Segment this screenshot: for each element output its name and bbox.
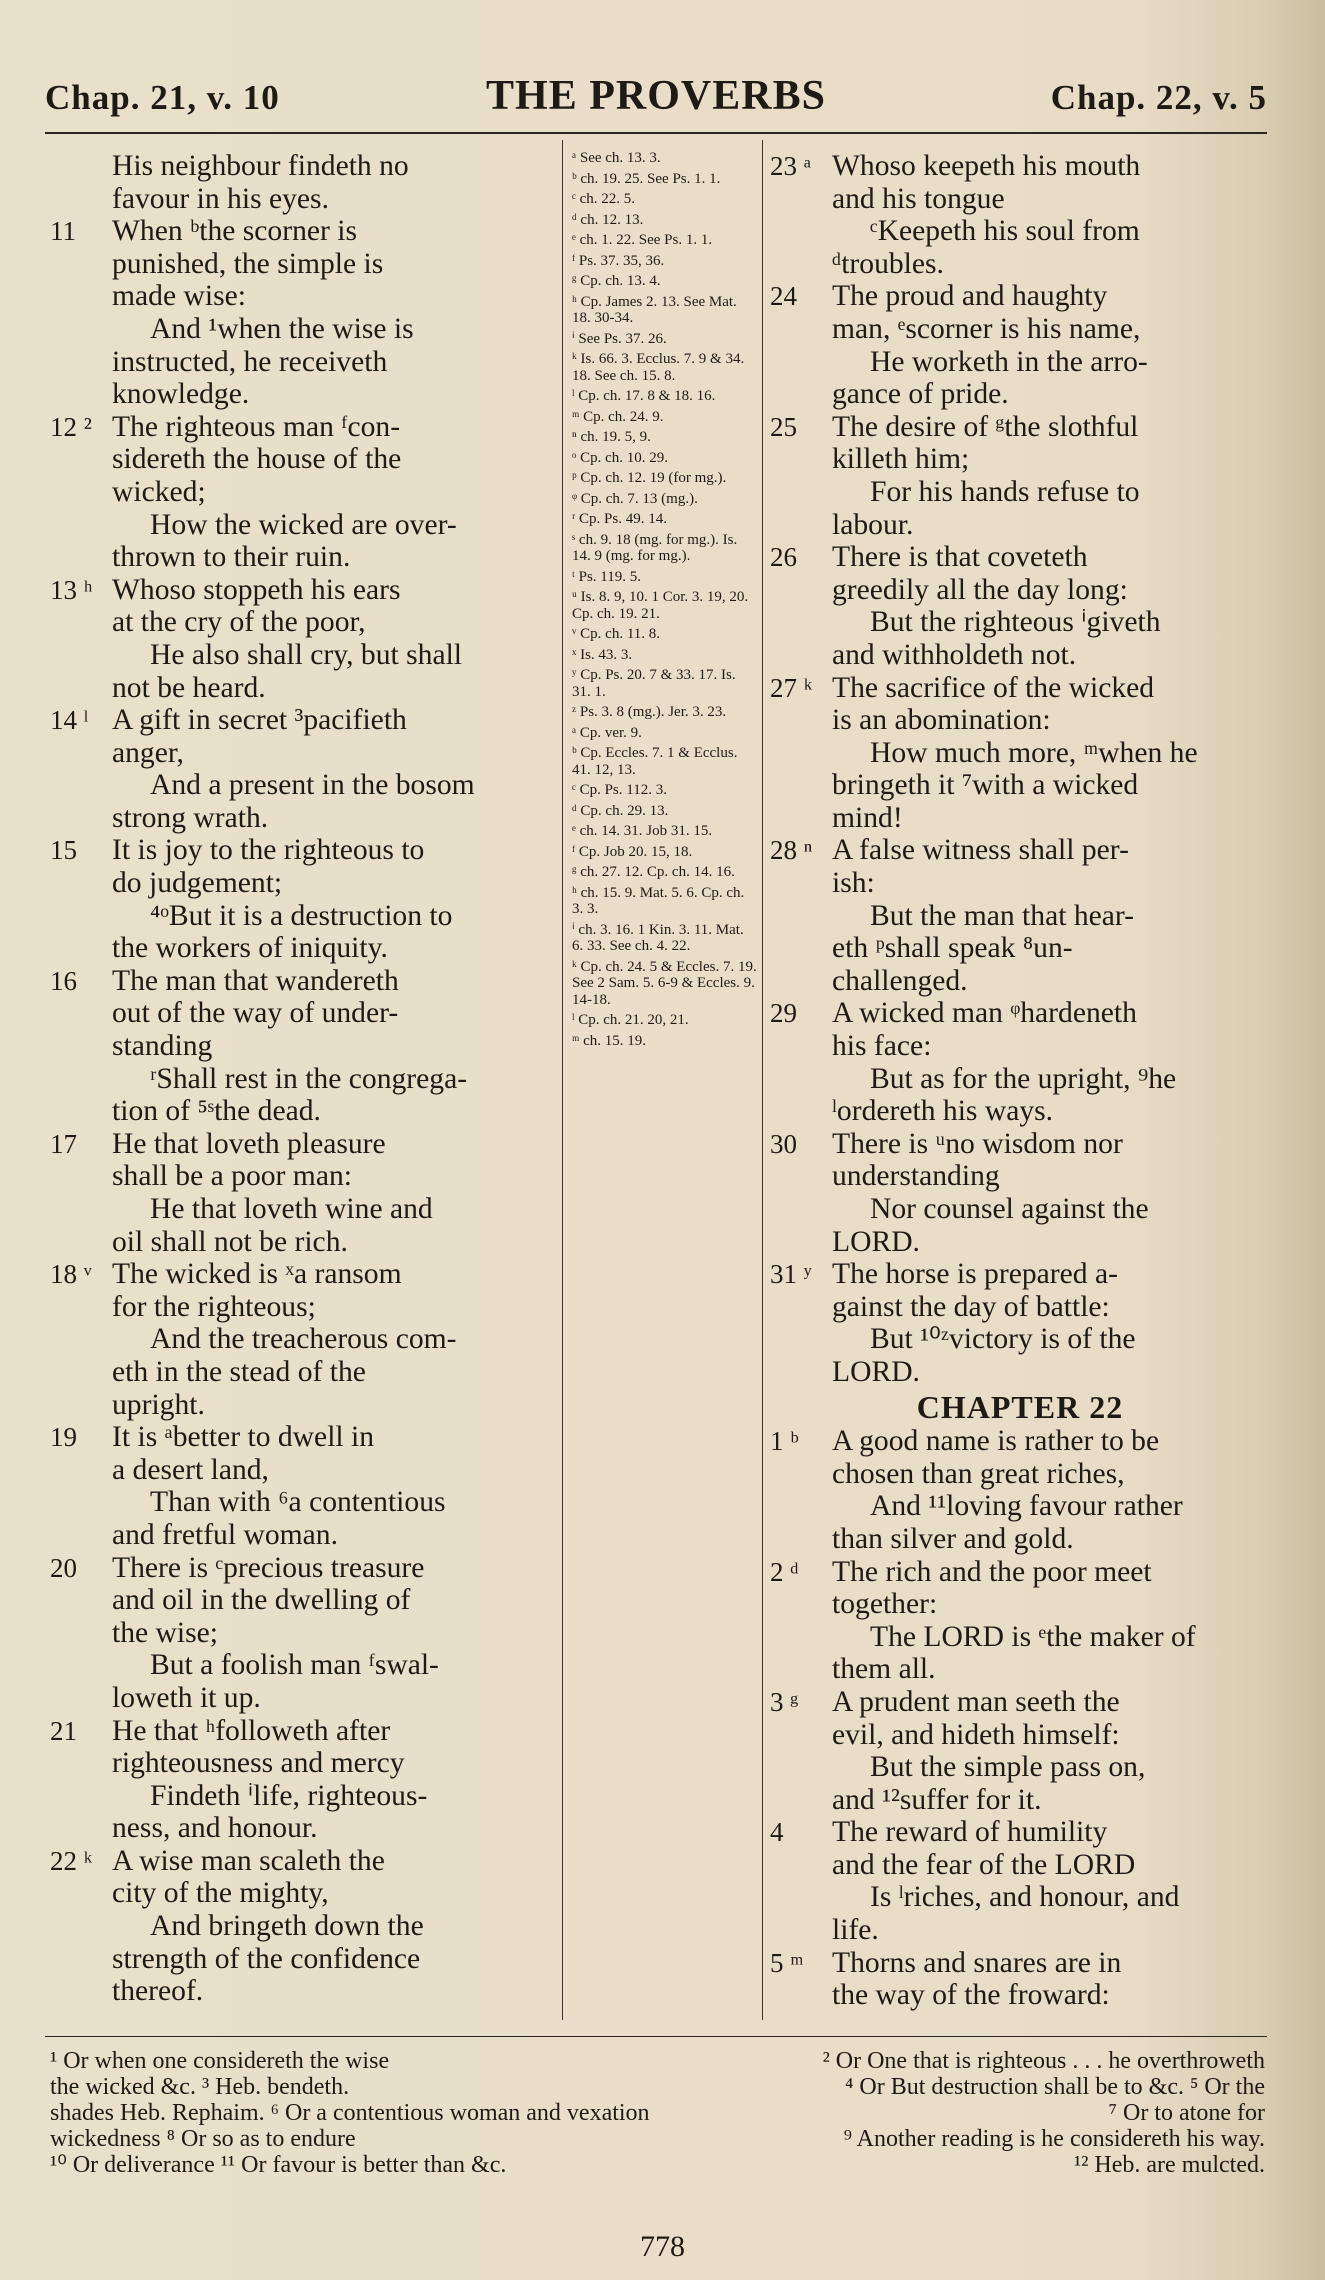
- verse-line: at the cry of the poor,: [112, 606, 366, 639]
- verse: [770, 672, 1270, 835]
- verse-line: A good name is rather to be: [832, 1425, 1160, 1458]
- margin-note: ᵃ Cp. ver. 9.: [572, 724, 642, 741]
- footnote-text: ¹ Or when one considereth the wise: [50, 2048, 390, 2074]
- verse-line: them all.: [832, 1653, 936, 1686]
- verse-line: It is joy to the righteous to: [112, 834, 425, 867]
- verse: [50, 411, 560, 574]
- verse-line: But a foolish man ᶠswal-: [150, 1649, 439, 1682]
- verse-line: The LORD is ᵉthe maker of: [870, 1620, 1196, 1653]
- verse-line: favour in his eyes.: [112, 182, 329, 215]
- margin-note: ᶠ Cp. Job 20. 15, 18.: [572, 843, 693, 860]
- verse-line: wicked;: [112, 475, 206, 508]
- margin-note: ʳ Cp. Ps. 49. 14.: [572, 511, 667, 527]
- margin-note: ᵉ ch. 14. 31. Job 31. 15.: [572, 823, 713, 839]
- verse-line: And bringeth down the: [150, 1910, 424, 1943]
- verse-line: is an abomination:: [832, 704, 1051, 737]
- verse-line: gance of pride.: [832, 378, 1009, 411]
- header-left: Chap. 21, v. 10: [45, 78, 280, 117]
- verse-line: A prudent man seeth the: [832, 1685, 1120, 1718]
- verse-line: The rich and the poor meet: [832, 1555, 1152, 1588]
- verse-line: How much more, ᵐwhen he: [870, 736, 1198, 769]
- verse-line: strength of the confidence: [112, 1942, 421, 1975]
- verse-line: loweth it up.: [112, 1681, 261, 1714]
- verse-line: But as for the upright, ⁹he: [870, 1062, 1177, 1095]
- verse-line: Than with ⁶a contentious: [150, 1486, 446, 1519]
- verse: [770, 1947, 1270, 2012]
- footnote-line: [50, 2100, 1265, 2126]
- verse-line: And ¹when the wise is: [150, 312, 414, 345]
- verse: [770, 150, 1270, 280]
- verse-line: bringeth it ⁷with a wicked: [832, 769, 1139, 802]
- verse-line: evil, and hideth himself:: [832, 1718, 1120, 1751]
- verse: [50, 1845, 560, 2008]
- verse-number: 31 ʸ: [770, 1259, 812, 1290]
- verse-line: He that loveth wine and: [150, 1193, 433, 1225]
- verse-line: and his tongue: [832, 182, 1005, 215]
- verse-number: 25: [770, 411, 797, 442]
- verse-line: ⁴ᵒBut it is a destruction to: [150, 899, 453, 932]
- verse-line: A false witness shall per-: [832, 834, 1129, 867]
- verse-line: But the righteous ⁱgiveth: [870, 606, 1161, 639]
- margin-note: ˣ Is. 43. 3.: [572, 646, 633, 663]
- verse-line: oil shall not be rich.: [112, 1225, 348, 1258]
- verse-number: 2 ᵈ: [770, 1556, 799, 1587]
- column-divider-left: [562, 140, 563, 2020]
- margin-note: ⁱ ch. 3. 16. 1 Kin. 3. 11. Mat. 6. 33. See ch. 4. 22.: [572, 921, 744, 954]
- verse-line: chosen than great riches,: [832, 1457, 1125, 1490]
- verse-line: greedily all the day long:: [832, 573, 1128, 606]
- footnote-line: [50, 2048, 1265, 2074]
- verse-line: Whoso stoppeth his ears: [112, 573, 401, 606]
- verse-number: 3 ᵍ: [770, 1686, 799, 1717]
- verse-line: a desert land,: [112, 1453, 269, 1486]
- verse-line: It is ᵃbetter to dwell in: [112, 1421, 375, 1454]
- margin-note: ᵒ Cp. ch. 10. 29.: [572, 449, 668, 466]
- verse-line: knowledge.: [112, 378, 250, 411]
- verse-line: A gift in secret ³pacifieth: [112, 704, 407, 737]
- verse-line: shall be a poor man:: [112, 1160, 352, 1193]
- verse-line: eth in the stead of the: [112, 1355, 366, 1388]
- verse-line: But ¹⁰ᶻvictory is of the: [870, 1323, 1136, 1356]
- verse-number: 5 ᵐ: [770, 1947, 804, 1978]
- verse-line: For his hands refuse to: [870, 475, 1140, 508]
- verse-line: Whoso keepeth his mouth: [832, 150, 1141, 182]
- verse-line: killeth him;: [832, 443, 970, 476]
- margin-note: ᵐ Cp. ch. 24. 9.: [572, 408, 664, 425]
- margin-note: ʸ Cp. Ps. 20. 7 & 33. 17. Is. 31. 1.: [572, 667, 736, 700]
- page-number: 778: [640, 2230, 685, 2263]
- verse-number: 14 ˡ: [50, 705, 89, 736]
- verse-line: And a present in the bosom: [150, 769, 475, 802]
- verse-line: and fretful woman.: [112, 1518, 338, 1551]
- verse-line: The wicked is ˣa ransom: [112, 1258, 402, 1291]
- header-rule: [45, 132, 1267, 134]
- verse-line: sidereth the house of the: [112, 443, 402, 476]
- verse-line: life.: [832, 1914, 879, 1947]
- verse-number: 18 ᵛ: [50, 1259, 92, 1290]
- verse: [50, 1128, 560, 1258]
- verse-line: But the man that hear-: [870, 899, 1135, 932]
- verse-line: righteousness and mercy: [112, 1747, 405, 1780]
- verse-number: 30: [770, 1128, 797, 1159]
- verse: [50, 1421, 560, 1551]
- verse: [50, 965, 560, 1128]
- verse-line: There is ᵘno wisdom nor: [832, 1127, 1123, 1160]
- verse-line: out of the way of under-: [112, 997, 399, 1030]
- verse-line: anger,: [112, 736, 184, 769]
- verse: [770, 1686, 1270, 1816]
- verse-number: 24: [770, 281, 797, 312]
- verse-line: and withholdeth not.: [832, 638, 1077, 671]
- verse-line: His neighbour findeth no: [112, 150, 409, 182]
- left-text-column: [50, 150, 560, 2008]
- chapter-21-verses: [770, 150, 1270, 1389]
- margin-note: ᵉ ch. 1. 22. See Ps. 1. 1.: [572, 232, 713, 248]
- running-header: [45, 70, 1267, 130]
- verse: [50, 1552, 560, 1715]
- verse-line: Thorns and snares are in: [832, 1946, 1122, 1979]
- verse-line: the wise;: [112, 1616, 219, 1649]
- verse: [770, 411, 1270, 541]
- verse-line: He that ʰfolloweth after: [112, 1714, 391, 1747]
- margin-note: ᵏ Cp. ch. 24. 5 & Eccles. 7. 19. See 2 Sam. 5. 6-9 & Eccles. 9. 14-18.: [572, 958, 757, 1008]
- verse-line: The reward of humility: [832, 1816, 1108, 1849]
- margin-note: ᶻ Ps. 3. 8 (mg.). Jer. 3. 23.: [572, 704, 727, 720]
- verse-line: LORD.: [832, 1225, 920, 1258]
- verse-line: understanding: [832, 1160, 1000, 1193]
- verse-number: 17: [50, 1128, 77, 1159]
- header-right: Chap. 22, v. 5: [1050, 78, 1267, 117]
- verse-line: How the wicked are over-: [150, 508, 457, 541]
- footnote-text: ⁴ Or But destruction shall be to &c. ⁵ Or the: [845, 2074, 1265, 2100]
- verse-line: made wise:: [112, 280, 246, 313]
- verse-line: together:: [832, 1588, 938, 1621]
- margin-note: ᶠ Ps. 37. 35, 36.: [572, 252, 665, 269]
- verse-line: He worketh in the arro-: [870, 345, 1148, 378]
- footnote-text: ² Or One that is righteous . . . he overthroweth: [822, 2048, 1265, 2074]
- verse-line: the workers of iniquity.: [112, 932, 388, 965]
- margin-note: ᵛ Cp. ch. 11. 8.: [572, 626, 661, 642]
- verse-line: city of the mighty,: [112, 1877, 329, 1910]
- verse-line: A wicked man ᵠhardeneth: [832, 997, 1137, 1030]
- verse-line: But the simple pass on,: [870, 1751, 1146, 1784]
- verse-number: 12 ²: [50, 411, 92, 442]
- verse-line: than silver and gold.: [832, 1522, 1074, 1555]
- verse-line: He that loveth pleasure: [112, 1127, 386, 1160]
- footnote-rule: [45, 2036, 1267, 2037]
- footnote-line: [50, 2152, 1265, 2178]
- verse-line: gainst the day of battle:: [832, 1290, 1110, 1323]
- verse-line: And ¹¹loving favour rather: [870, 1490, 1183, 1523]
- verse: [50, 834, 560, 964]
- verse-line: The horse is prepared a-: [832, 1258, 1118, 1291]
- verse-number: 11: [50, 216, 76, 247]
- verse-number: 21: [50, 1715, 77, 1746]
- verse: [770, 997, 1270, 1127]
- verse-line: challenged.: [832, 964, 968, 997]
- footnote-text: wickedness ⁸ Or so as to endure: [50, 2126, 356, 2152]
- verse-line: The desire of ᵍthe slothful: [832, 410, 1139, 443]
- margin-note: ʰ Cp. James 2. 13. See Mat. 18. 30-34.: [572, 293, 737, 326]
- verse-line: tion of ⁵ˢthe dead.: [112, 1095, 321, 1128]
- margin-note: ⁿ ch. 19. 5, 9.: [572, 429, 651, 445]
- verse: [770, 541, 1270, 671]
- footnote-text: ⁹ Another reading is he considereth his way.: [843, 2126, 1265, 2152]
- verse-line: thereof.: [112, 1975, 204, 2008]
- verse: [50, 704, 560, 834]
- verse-number: 16: [50, 965, 77, 996]
- margin-note: ᵐ ch. 15. 19.: [572, 1032, 646, 1049]
- margin-note: ᵗ Ps. 119. 5.: [572, 568, 641, 585]
- verse-line: ᵈtroubles.: [832, 247, 944, 280]
- verse: [50, 574, 560, 704]
- margin-note: ᶜ Cp. Ps. 112. 3.: [572, 782, 667, 798]
- verse-line: man, ᵉscorner is his name,: [832, 312, 1141, 345]
- margin-note: ᵠ Cp. ch. 7. 13 (mg.).: [572, 490, 698, 507]
- verse-line: When ᵇthe scorner is: [112, 215, 358, 248]
- verse-line: standing: [112, 1030, 213, 1063]
- margin-references: [572, 150, 757, 1053]
- verse-line: Findeth ⁱlife, righteous-: [150, 1779, 428, 1812]
- margin-note: ᵇ ch. 19. 25. See Ps. 1. 1.: [572, 170, 721, 187]
- verse-line: The sacrifice of the wicked: [832, 671, 1155, 704]
- verse: [50, 1715, 560, 1845]
- verse-line: ˡordereth his ways.: [832, 1095, 1054, 1128]
- right-text-column: [770, 150, 1270, 2012]
- verse-line: ness, and honour.: [112, 1812, 318, 1845]
- margin-note: ᶜ ch. 22. 5.: [572, 191, 635, 207]
- verse-number: 15: [50, 835, 77, 866]
- verse: [770, 1425, 1270, 1555]
- verse-number: 19: [50, 1422, 77, 1453]
- margin-note: ᵈ ch. 12. 13.: [572, 211, 644, 228]
- margin-note: ᵘ Is. 8. 9, 10. 1 Cor. 3. 19, 20. Cp. ch. 19. 21.: [572, 589, 749, 622]
- margin-note: ᵍ ch. 27. 12. Cp. ch. 14. 16.: [572, 864, 735, 880]
- chapter-heading: CHAPTER 22: [916, 1388, 1124, 1425]
- verse-line: The righteous man ᶠcon-: [112, 410, 401, 443]
- verse-line: labour.: [832, 508, 914, 541]
- verse-line: He also shall cry, but shall: [150, 638, 463, 671]
- margin-note: ᵇ Cp. Eccles. 7. 1 & Ecclus. 41. 12, 13.: [572, 745, 738, 778]
- verse-number: 1 ᵇ: [770, 1426, 799, 1457]
- verse-line: And the treacherous com-: [150, 1323, 457, 1356]
- margin-note: ᵖ Cp. ch. 12. 19 (for mg.).: [572, 470, 727, 486]
- verse-line: upright.: [112, 1388, 205, 1421]
- verse-number: 13 ʰ: [50, 574, 93, 605]
- column-divider-right: [762, 140, 763, 2020]
- verse: [770, 1816, 1270, 1946]
- verse-number: 26: [770, 542, 797, 573]
- margin-note: ᵃ See ch. 13. 3.: [572, 150, 661, 166]
- chapter-22-verses: [770, 1425, 1270, 2012]
- verse: [770, 834, 1270, 997]
- verse-line: ish:: [832, 867, 875, 900]
- verse-number: 28 ⁿ: [770, 835, 813, 866]
- verse-line: and ¹²suffer for it.: [832, 1783, 1042, 1816]
- verse-line: and the fear of the LORD: [832, 1848, 1136, 1881]
- verse-line: mind!: [832, 801, 903, 834]
- verse-line: Nor counsel against the: [870, 1193, 1149, 1225]
- verse-number: 22 ᵏ: [50, 1845, 93, 1876]
- verse: [770, 280, 1270, 410]
- verse-line: There is that coveteth: [832, 541, 1088, 574]
- verse: [770, 1556, 1270, 1686]
- verse-number: 27 ᵏ: [770, 672, 813, 703]
- verse-line: eth ᵖshall speak ⁸un-: [832, 932, 1073, 965]
- verse-line: not be heard.: [112, 671, 266, 704]
- verse: [770, 1128, 1270, 1258]
- footnote-text: ¹² Heb. are mulcted.: [1074, 2152, 1265, 2178]
- footnote-text: shades Heb. Rephaim. ⁶ Or a contentious woman and vexation: [50, 2100, 650, 2126]
- footnote-line: [50, 2074, 1265, 2100]
- margin-note: ⁱ See Ps. 37. 26.: [572, 330, 667, 347]
- margin-note: ᵍ Cp. ch. 13. 4.: [572, 273, 661, 289]
- verse-number: 20: [50, 1552, 77, 1583]
- footnote-text: ¹⁰ Or deliverance ¹¹ Or favour is better than &c.: [50, 2152, 507, 2178]
- verse: [770, 1258, 1270, 1388]
- verse-line: the way of the froward:: [832, 1979, 1110, 2012]
- verse-line: The man that wandereth: [112, 964, 399, 997]
- footnotes: [50, 2048, 1265, 2178]
- margin-note: ˡ Cp. ch. 21. 20, 21.: [572, 1012, 689, 1028]
- margin-note: ʰ ch. 15. 9. Mat. 5. 6. Cp. ch. 3. 3.: [572, 884, 745, 917]
- verse-number: 23 ᵃ: [770, 151, 812, 181]
- verse-line: and oil in the dwelling of: [112, 1584, 411, 1617]
- margin-note: ᵏ Is. 66. 3. Ecclus. 7. 9 & 34. 18. See ch. 15. 8.: [572, 351, 745, 384]
- verse: [50, 150, 560, 215]
- verse-line: thrown to their ruin.: [112, 541, 351, 574]
- header-title: THE PROVERBS: [486, 73, 826, 119]
- verse-line: The proud and haughty: [832, 280, 1108, 313]
- verse-line: Is ˡriches, and honour, and: [870, 1881, 1180, 1914]
- footnote-line: [50, 2126, 1265, 2152]
- verse-line: his face:: [832, 1030, 932, 1063]
- verse-line: punished, the simple is: [112, 247, 384, 280]
- verse-line: There is ᶜprecious treasure: [112, 1551, 425, 1584]
- footnote-text: the wicked &c. ³ Heb. bendeth.: [50, 2074, 350, 2100]
- verse-number: 4: [770, 1817, 784, 1848]
- footnote-text: ⁷ Or to atone for: [1108, 2100, 1265, 2126]
- verse-line: ᶜKeepeth his soul from: [870, 215, 1140, 248]
- verse: [50, 1258, 560, 1421]
- verse-line: instructed, he receiveth: [112, 345, 388, 378]
- verse-line: ʳShall rest in the congrega-: [150, 1062, 468, 1095]
- verse-line: do judgement;: [112, 867, 283, 900]
- margin-note: ˢ ch. 9. 18 (mg. for mg.). Is. 14. 9 (mg. for mg.).: [572, 531, 738, 564]
- verse-line: strong wrath.: [112, 801, 269, 834]
- verse: [50, 215, 560, 411]
- margin-note: ᵈ Cp. ch. 29. 13.: [572, 802, 669, 819]
- verse-line: for the righteous;: [112, 1290, 316, 1323]
- verse-line: A wise man scaleth the: [112, 1844, 385, 1877]
- margin-note: ˡ Cp. ch. 17. 8 & 18. 16.: [572, 388, 716, 404]
- verse-number: 29: [770, 998, 797, 1029]
- verse-line: LORD.: [832, 1355, 920, 1388]
